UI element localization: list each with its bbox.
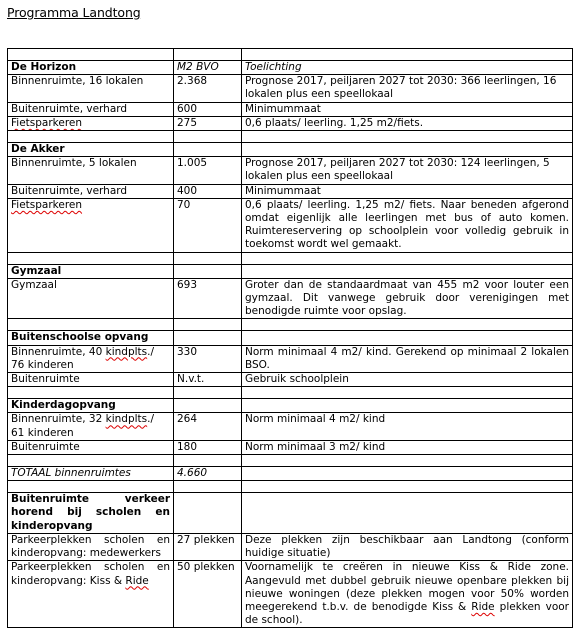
table-row — [8, 102, 573, 116]
row-m2: N.v.t. — [174, 373, 242, 387]
row-m2: 264 — [174, 413, 242, 440]
total-m2: 4.660 — [174, 467, 242, 481]
row-m2: 400 — [174, 184, 242, 198]
header-row — [8, 61, 573, 75]
section-title-horizon: De Horizon — [8, 61, 174, 75]
section-title-verkeer: Buitenruimte verkeer horend bij scholen en kinderopvang — [8, 493, 174, 534]
row-note: Prognose 2017, peiljaren 2027 tot 2030: 124 leerlingen, 5 lokalen plus een speellokaal — [242, 157, 573, 184]
row-note: Norm minimaal 4 m2/ kind. Gerekend op minimaal 2 lokalen BSO. — [242, 345, 573, 372]
row-note: Voornamelijk te creëren in nieuwe Kiss & Ride zone. Aangevuld met dubbel gebruik nieuwe openbare plekken bij nieuwe woningen (deze plekken mogen voor 50% worden meegerekend t.b.v. de benodigde Kiss & Ride plekken voor de school). — [242, 561, 573, 628]
table-row — [8, 440, 573, 454]
row-label: Binnenruimte, 5 lokalen — [8, 157, 174, 184]
table-row — [8, 533, 573, 560]
table-spacer-row — [8, 481, 573, 493]
row-label: Buitenruimte — [8, 440, 174, 454]
table-row — [8, 157, 573, 184]
row-label: Binnenruimte, 40 kindplts./ 76 kinderen — [8, 345, 174, 372]
table-spacer-row — [8, 252, 573, 264]
table-row — [8, 184, 573, 198]
table-row — [8, 278, 573, 319]
row-m2: 275 — [174, 116, 242, 130]
column-header-m2: M2 BVO — [174, 61, 242, 75]
row-m2: 2.368 — [174, 75, 242, 102]
table-spacer-row — [8, 455, 573, 467]
row-label: Buitenruimte — [8, 373, 174, 387]
row-m2: 1.005 — [174, 157, 242, 184]
section-row — [8, 399, 573, 413]
row-label: Fietsparkeren — [8, 198, 174, 252]
row-m2: 693 — [174, 278, 242, 319]
row-label: Buitenruimte, verhard — [8, 102, 174, 116]
program-table — [7, 48, 573, 628]
row-note: Prognose 2017, peiljaren 2027 tot 2030: 366 leerlingen, 16 lokalen plus een speellokaal — [242, 75, 573, 102]
table-row — [8, 116, 573, 130]
row-m2: 27 plekken — [174, 533, 242, 560]
total-label: TOTAAL binnenruimtes — [8, 467, 174, 481]
row-note: Minimummaat — [242, 184, 573, 198]
section-row — [8, 143, 573, 157]
row-note: 0,6 plaats/ leerling. 1,25 m2/ fiets. Naar beneden afgerond omdat eigenlijk alle leerlingen met bus of auto komen. Ruimtereservering op schoolplein voor volledig gebruik in toekomst wordt wel gemaakt. — [242, 198, 573, 252]
column-header-toelichting: Toelichting — [242, 61, 573, 75]
section-title-kdv: Kinderdagopvang — [8, 399, 174, 413]
section-title-bso: Buitenschoolse opvang — [8, 331, 174, 345]
section-row — [8, 493, 573, 534]
row-label: Binnenruimte, 32 kindplts./ 61 kinderen — [8, 413, 174, 440]
row-note: Deze plekken zijn beschikbaar aan Landtong (conform huidige situatie) — [242, 533, 573, 560]
table-row — [8, 561, 573, 628]
row-note: Norm minimaal 4 m2/ kind — [242, 413, 573, 440]
table-row — [8, 373, 573, 387]
table-row — [8, 345, 573, 372]
table-spacer-row — [8, 49, 573, 61]
section-row — [8, 264, 573, 278]
row-label: Binnenruimte, 16 lokalen — [8, 75, 174, 102]
row-label: Fietsparkeren — [8, 116, 174, 130]
row-m2: 180 — [174, 440, 242, 454]
document-title: Programma Landtong — [7, 5, 141, 20]
section-row — [8, 331, 573, 345]
table-spacer-row — [8, 319, 573, 331]
row-label: Parkeerplekken scholen en kinderopvang: Kiss & Ride — [8, 561, 174, 628]
row-note: Minimummaat — [242, 102, 573, 116]
row-note: Norm minimaal 3 m2/ kind — [242, 440, 573, 454]
table-row — [8, 413, 573, 440]
row-label: Parkeerplekken scholen en kinderopvang: medewerkers — [8, 533, 174, 560]
total-row — [8, 467, 573, 481]
row-note: 0,6 plaats/ leerling. 1,25 m2/fiets. — [242, 116, 573, 130]
row-note: Groter dan de standaardmaat van 455 m2 voor louter een gymzaal. Dit vanwege gebruik door verenigingen met benodigde ruimte voor opslag. — [242, 278, 573, 319]
row-note: Gebruik schoolplein — [242, 373, 573, 387]
row-m2: 600 — [174, 102, 242, 116]
table-row — [8, 198, 573, 252]
row-m2: 330 — [174, 345, 242, 372]
row-label: Buitenruimte, verhard — [8, 184, 174, 198]
table-row — [8, 75, 573, 102]
table-spacer-row — [8, 387, 573, 399]
row-label: Gymzaal — [8, 278, 174, 319]
row-m2: 70 — [174, 198, 242, 252]
table-spacer-row — [8, 131, 573, 143]
row-m2: 50 plekken — [174, 561, 242, 628]
section-title-gymzaal: Gymzaal — [8, 264, 174, 278]
section-title-akker: De Akker — [8, 143, 174, 157]
